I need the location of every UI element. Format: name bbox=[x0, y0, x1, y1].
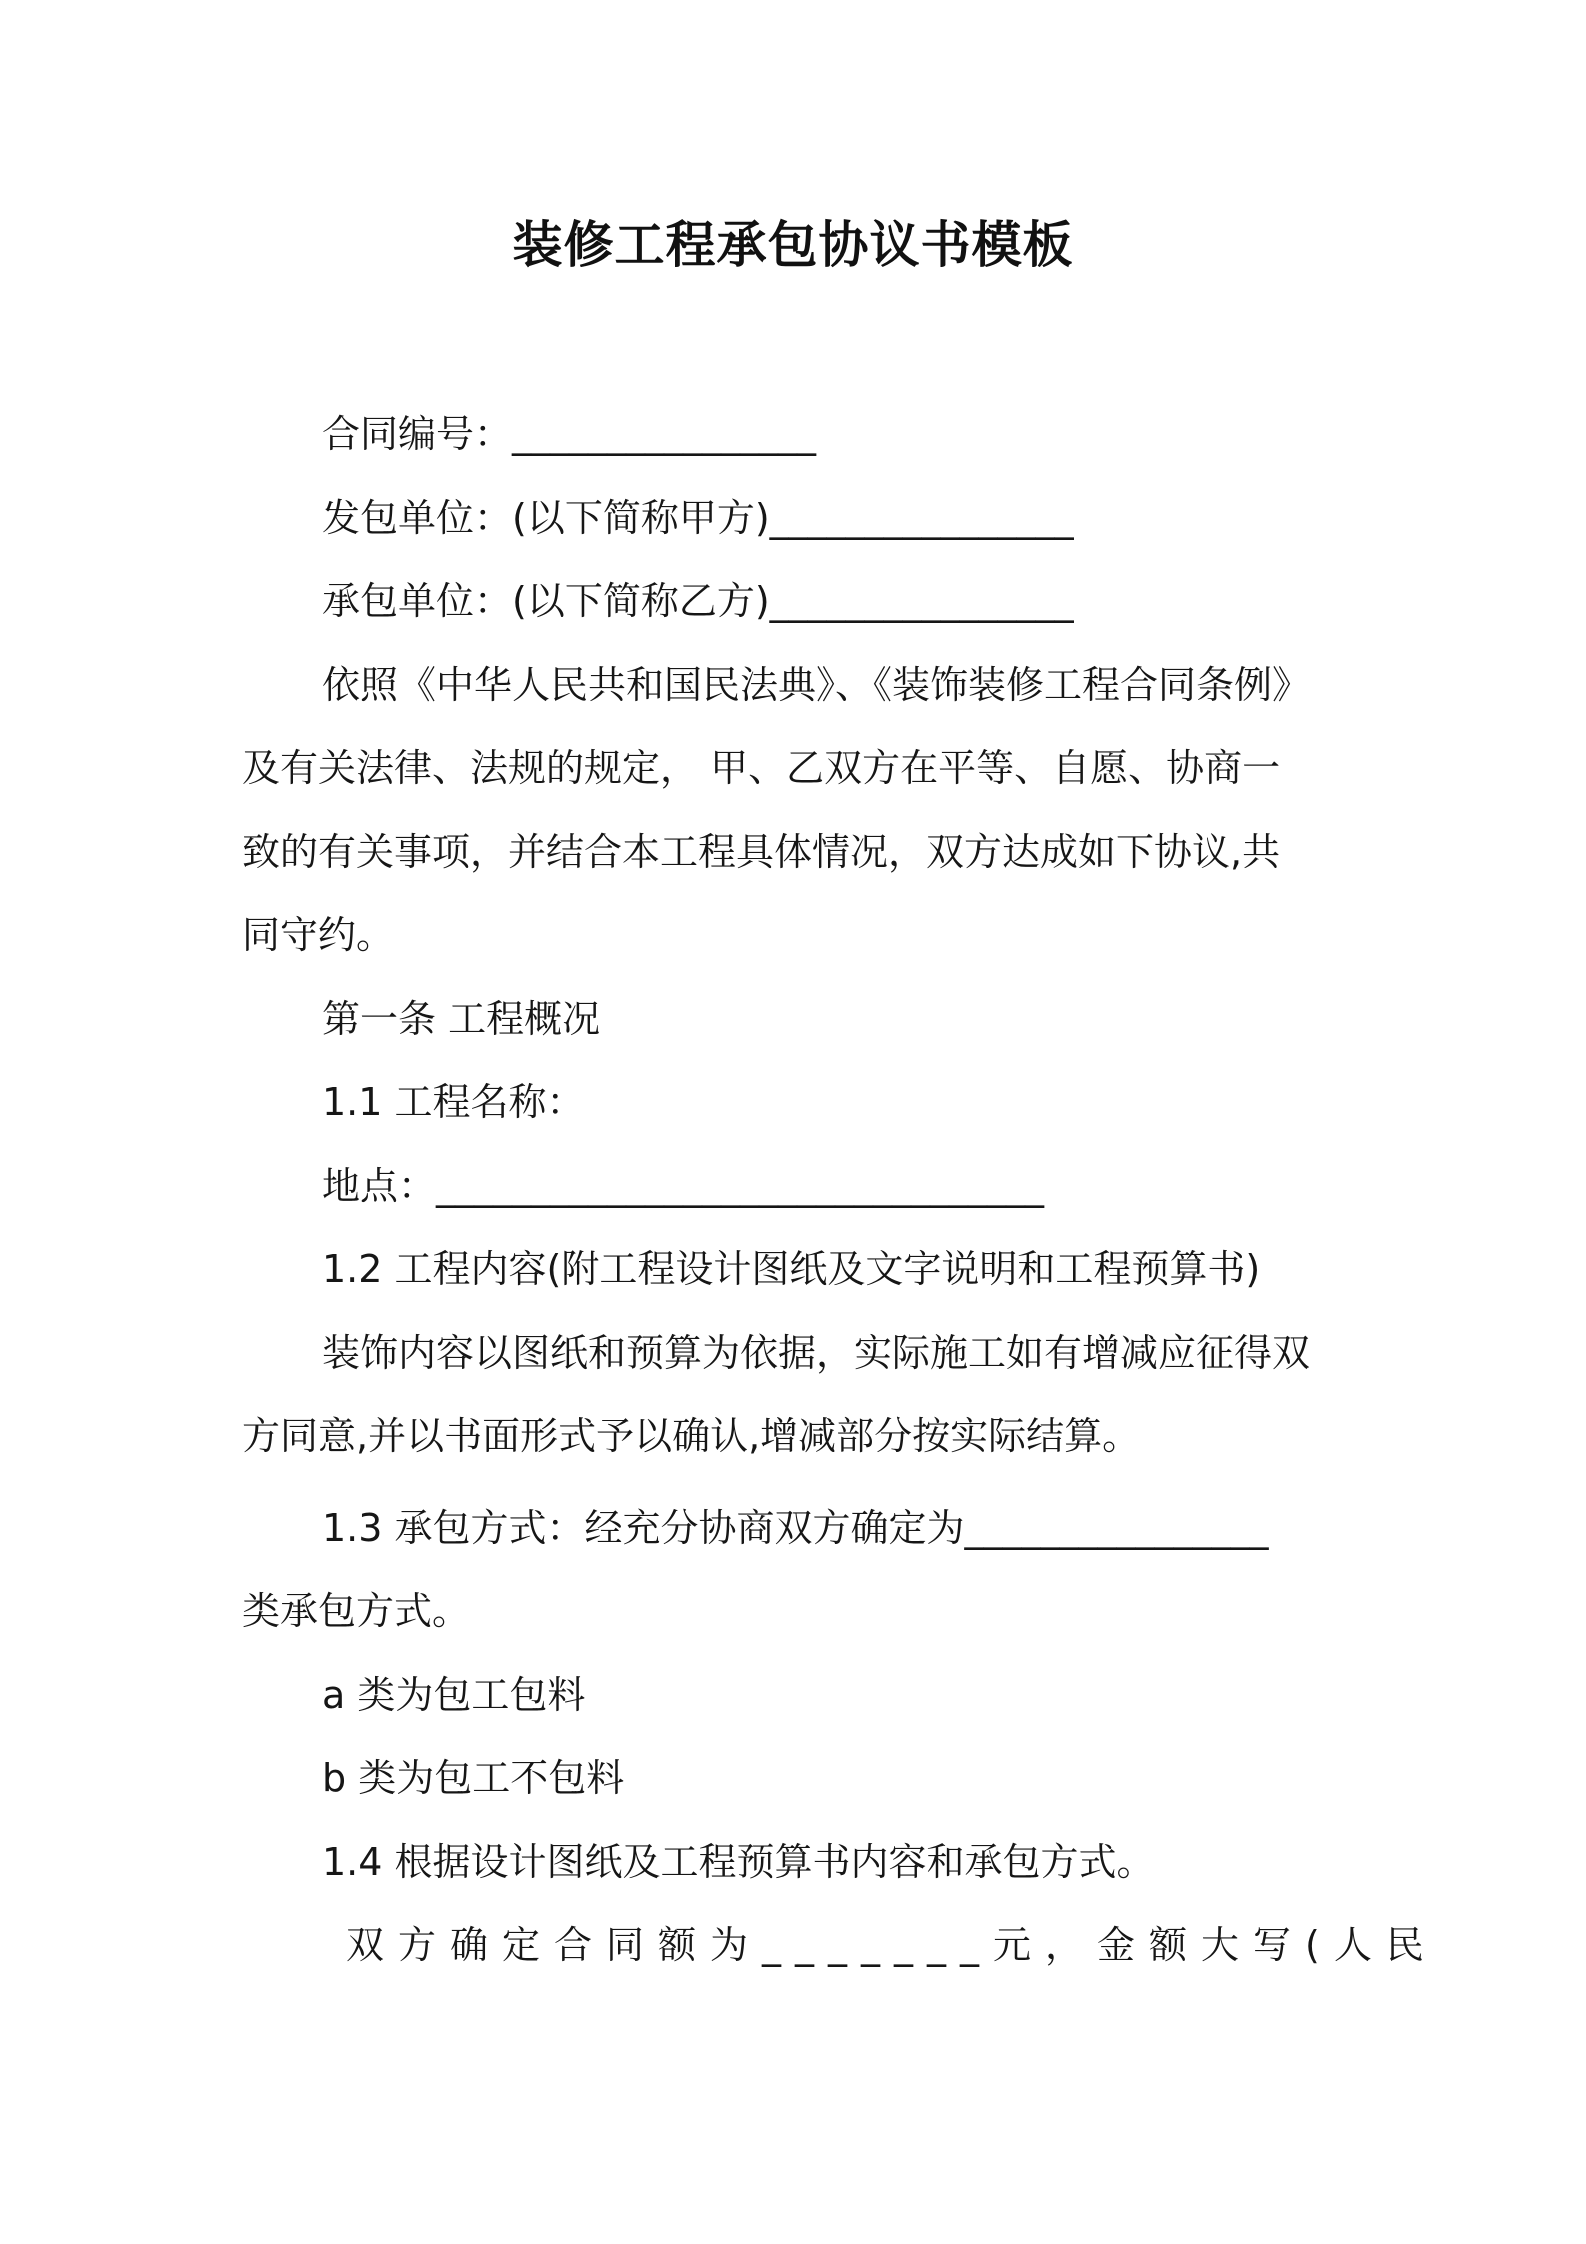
preamble-line-1: 依照《中华人民共和国民法典》、《装饰装修工程合同条例》 bbox=[322, 663, 1311, 707]
content-line-1: 装饰内容以图纸和预算为依据，实际施工如有增减应征得双 bbox=[322, 1331, 1311, 1375]
clause-1-2: 1.2 工程内容(附工程设计图纸及文字说明和工程预算书) bbox=[322, 1247, 1261, 1291]
contract-number-line: 合同编号：________________ bbox=[322, 412, 817, 456]
location-line: 地点：________________________________ bbox=[322, 1164, 1045, 1208]
preamble-line-3: 致的有关事项，并结合本工程具体情况，双方达成如下协议,共 bbox=[242, 830, 1281, 874]
clause-1-3: 1.3 承包方式：经充分协商双方确定为________________ bbox=[322, 1506, 1269, 1550]
preamble-line-2: 及有关法律、法规的规定， 甲、乙双方在平等、自愿、协商一 bbox=[242, 746, 1281, 790]
option-a-line: a 类为包工包料 bbox=[322, 1673, 586, 1717]
content-line-2: 方同意,并以书面形式予以确认,增减部分按实际结算。 bbox=[242, 1414, 1141, 1458]
document-title: 装修工程承包协议书模板 bbox=[512, 216, 1074, 274]
option-b-line: b 类为包工不包料 bbox=[322, 1756, 625, 1800]
clause-1-3-continued: 类承包方式。 bbox=[242, 1589, 471, 1633]
party-b-line: 承包单位：(以下简称乙方)________________ bbox=[322, 579, 1074, 623]
party-a-line: 发包单位：(以下简称甲方)________________ bbox=[322, 496, 1074, 540]
contract-amount-line: 双方确定合同额为_______元，金额大写(人民 bbox=[346, 1923, 1438, 1967]
preamble-line-4: 同守约。 bbox=[242, 913, 395, 957]
clause-1-4: 1.4 根据设计图纸及工程预算书内容和承包方式。 bbox=[322, 1840, 1155, 1884]
article-1-heading: 第一条 工程概况 bbox=[322, 997, 601, 1041]
clause-1-1: 1.1 工程名称： bbox=[322, 1080, 585, 1124]
